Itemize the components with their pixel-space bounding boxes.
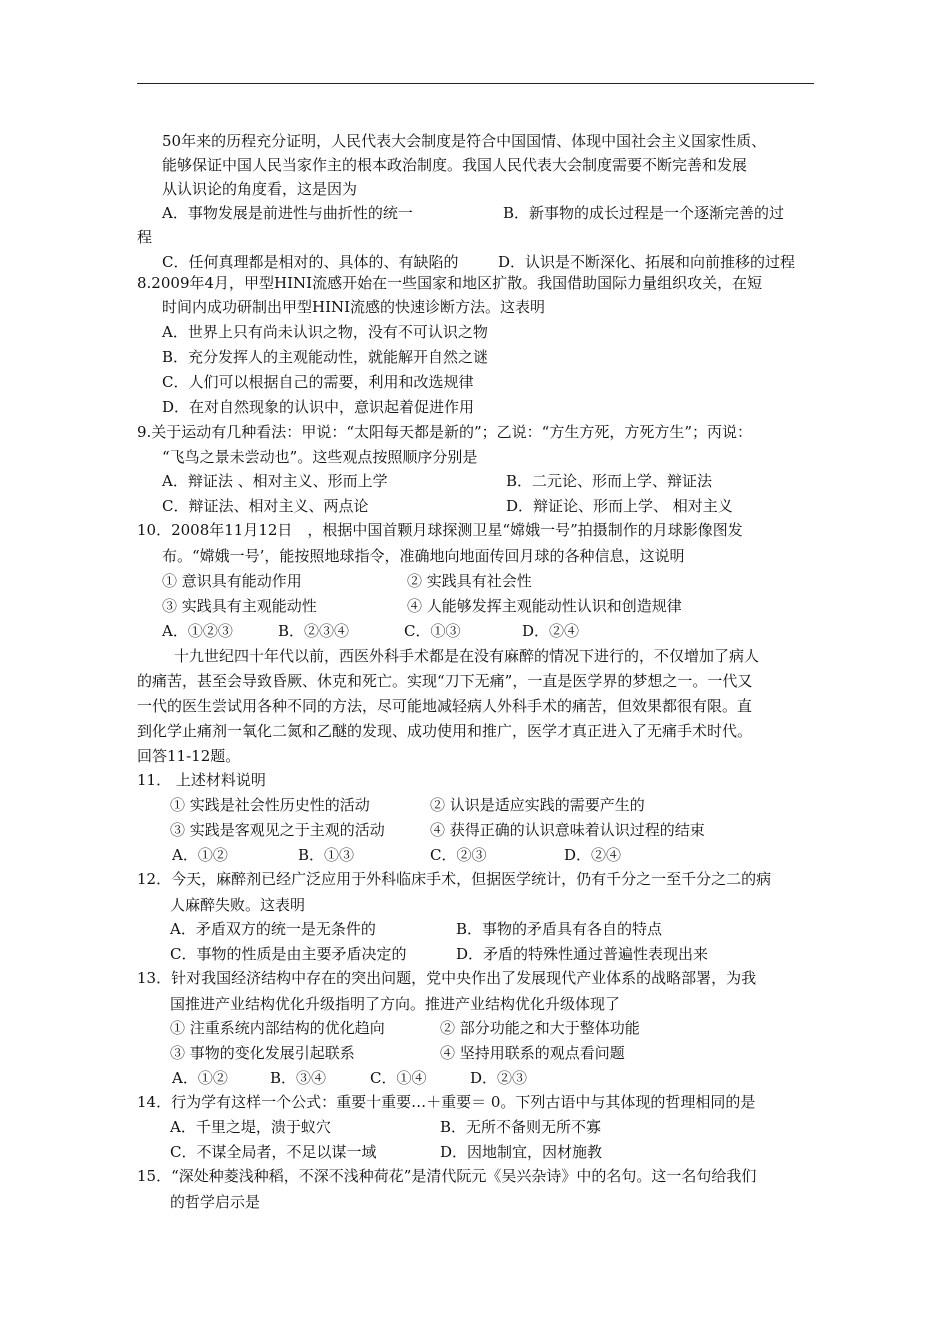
- option-a: A．①②③: [162, 622, 233, 640]
- question-11: 11． 上述材料说明: [137, 771, 266, 789]
- statement-3: ③ 实践具有主观能动性: [162, 597, 317, 615]
- question-10-cont: 布。“嫦娥一号’，能按照地球指令，准确地向地面传回月球的各种信息，这说明: [162, 547, 685, 565]
- option-c: C．①④: [370, 1069, 427, 1087]
- question-12: 12．今天，麻醉剂已经广泛应用于外科临床手术，但据医学统计，仍有千分之一至千分之二的病: [137, 870, 772, 888]
- question-15-cont: 的哲学启示是: [170, 1193, 261, 1211]
- material-line: 回答11-12题。: [137, 747, 241, 765]
- option-d: D．②④: [564, 846, 622, 864]
- statement-2: ② 部分功能之和大于整体功能: [440, 1019, 640, 1037]
- option-a: A．辩证法 、相对主义、形而上学: [162, 472, 388, 490]
- option-b: B．二元论、形而上学、辩证法: [506, 472, 713, 490]
- question-9: 9.关于运动有几种看法：甲说：“太阳每天都是新的”；乙说：“方生方死，方死方生”；丙说：: [137, 423, 752, 441]
- option-c: C．事物的性质是由主要矛盾决定的: [170, 945, 407, 963]
- statement-2: ② 实践具有社会性: [407, 572, 532, 590]
- statement-1: ① 实践是社会性历史性的活动: [170, 796, 370, 814]
- statement-4: ④ 人能够发挥主观能动性认识和创造规律: [407, 597, 682, 615]
- statement-1: ① 注重系统内部结构的优化趋向: [170, 1019, 385, 1037]
- question-8-cont: 时间内成功研制出甲型HINI流感的快速诊断方法。这表明: [162, 298, 546, 316]
- option-c: C．任何真理都是相对的、具体的、有缺陷的: [162, 253, 459, 271]
- option-b: B．②③④: [278, 622, 350, 640]
- question-12-cont: 人麻醉失败。这表明: [170, 896, 306, 914]
- option-b: B．无所不备则无所不寡: [440, 1118, 602, 1136]
- option-c: C．②③: [430, 846, 487, 864]
- statement-4: ④ 获得正确的认识意味着认识过程的结束: [430, 821, 705, 839]
- passage-line: 从认识论的角度看，这是因为: [162, 180, 358, 198]
- option-d: D．在对自然现象的认识中，意识起着促进作用: [162, 398, 475, 416]
- question-14: 14．行为学有这样一个公式：重要十重要…＋重要＝ 0。下列古语中与其体现的哲理相同的是: [137, 1093, 756, 1111]
- option-b: B．新事物的成长过程是一个逐渐完善的过: [503, 204, 785, 222]
- material-line: 十九世纪四十年代以前，西医外科手术都是在没有麻醉的情况下进行的，不仅增加了病人: [174, 647, 760, 665]
- question-8: 8.2009年4月，甲型HINI流感开始在一些国家和地区扩散。我国借助国际力量组织攻关，在短: [137, 274, 763, 292]
- option-b: B．充分发挥人的主观能动性，就能解开自然之谜: [162, 348, 489, 366]
- option-b: B．①③: [298, 846, 355, 864]
- option-d: D．因地制宜，因材施教: [440, 1143, 603, 1161]
- option-a: A．事物发展是前进性与曲折性的统一: [162, 204, 413, 222]
- question-13-cont: 国推进产业结构优化升级指明了方向。推进产业结构优化升级体现了: [170, 995, 621, 1013]
- passage-line: 能够保证中国人民当家作主的根本政治制度。我国人民代表大会制度需要不断完善和发展: [162, 156, 748, 174]
- material-line: 一代的医生尝试用各种不同的方法，尽可能地减轻病人外科手术的痛苦，但效果都很有限。直: [137, 697, 753, 715]
- option-d: D．②③: [470, 1069, 528, 1087]
- option-d: D．认识是不断深化、拓展和向前推移的过程: [498, 253, 796, 271]
- option-c: C．①③: [404, 622, 461, 640]
- statement-4: ④ 坚持用联系的观点看问题: [440, 1044, 625, 1062]
- header-rule: [137, 83, 814, 84]
- option-b-wrap: 程: [137, 228, 153, 246]
- statement-1: ① 意识具有能动作用: [162, 572, 302, 590]
- option-b: B．③④: [270, 1069, 327, 1087]
- option-c: C．不谋全局者，不足以谋一域: [170, 1143, 377, 1161]
- question-9-cont: “飞鸟之景未尝动也”。这些观点按照顺序分别是: [162, 448, 478, 466]
- statement-2: ② 认识是适应实践的需要产生的: [430, 796, 645, 814]
- question-13: 13．针对我国经济结构中存在的突出问题，党中央作出了发展现代产业体系的战略部署，为我: [137, 969, 757, 987]
- material-line: 到化学止痛剂一氧化二氮和乙醚的发现、成功使用和推广，医学才真正进入了无痛手术时代。: [137, 722, 753, 740]
- option-a: A．矛盾双方的统一是无条件的: [170, 920, 376, 938]
- statement-3: ③ 实践是客观见之于主观的活动: [170, 821, 385, 839]
- question-15: 15．“深处种菱浅种稻，不深不浅种荷花”是清代阮元《吴兴杂诗》中的名句。这一名句给我们: [137, 1167, 757, 1185]
- option-d: D．②④: [522, 622, 580, 640]
- option-c: C．人们可以根据自己的需要，利用和改选规律: [162, 373, 474, 391]
- option-d: D．辩证论、形而上学、 相对主义: [506, 497, 733, 515]
- statement-3: ③ 事物的变化发展引起联系: [170, 1044, 355, 1062]
- option-a: A．千里之堤，溃于蚁穴: [170, 1118, 331, 1136]
- option-a: A．①②: [172, 1069, 228, 1087]
- passage-line: 50年来的历程充分证明，人民代表大会制度是符合中国国情、体现中国社会主义国家性质、: [162, 132, 767, 150]
- option-c: C．辩证法、相对主义、两点论: [162, 497, 369, 515]
- material-line: 的痛苦，甚至会导致昏厥、休克和死亡。实现“刀下无痛”，一直是医学界的梦想之一。一代又: [137, 672, 753, 690]
- option-d: D．矛盾的特殊性通过普遍性表现出来: [456, 945, 709, 963]
- option-b: B．事物的矛盾具有各自的特点: [456, 920, 663, 938]
- option-a: A．世界上只有尚未认识之物，没有不可认识之物: [162, 323, 488, 341]
- option-a: A．①②: [172, 846, 228, 864]
- question-10: 10．2008年11月12日 ，根据中国首颗月球探测卫星“嫦娥一号”拍摄制作的月球影像图发: [137, 521, 743, 539]
